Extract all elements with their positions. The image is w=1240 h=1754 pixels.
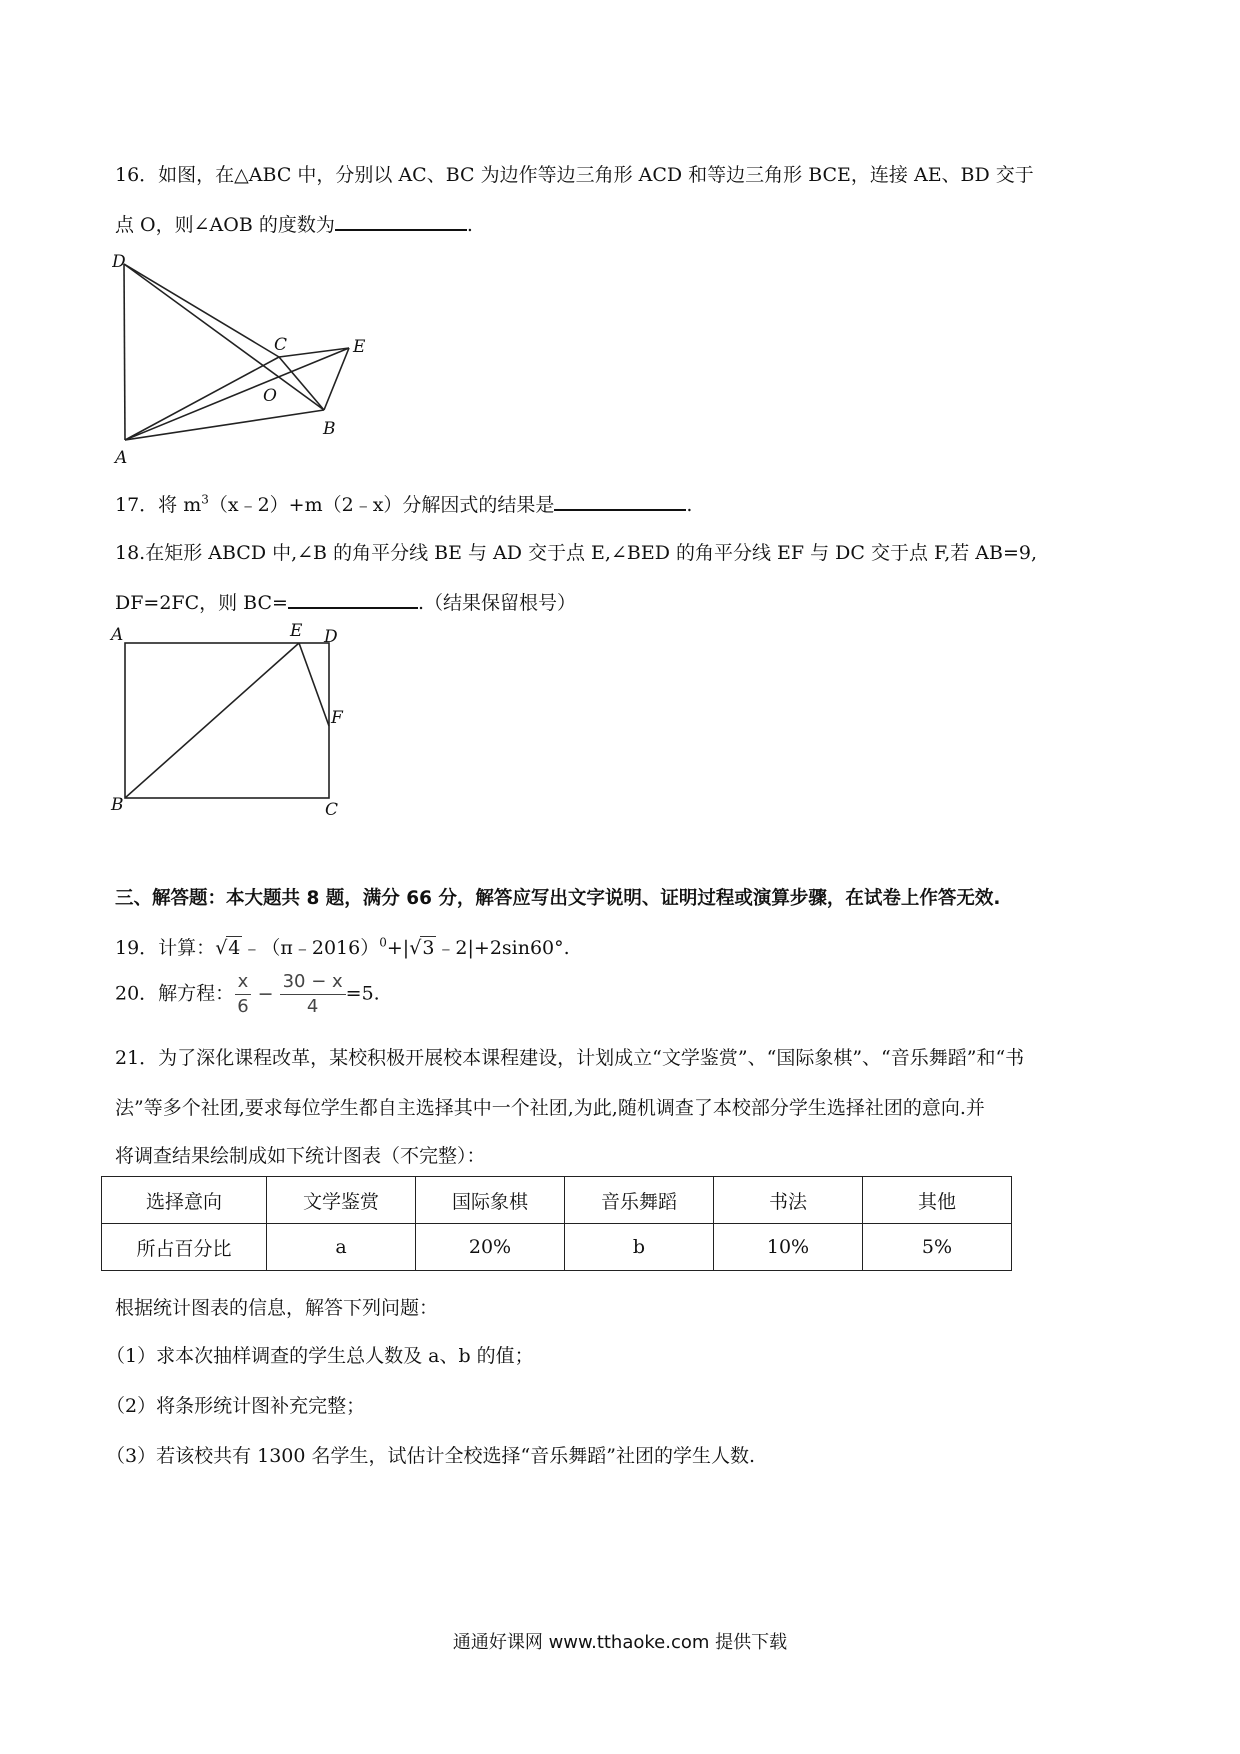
q21-sub2: （2）将条形统计图补充完整； — [106, 1395, 366, 1417]
q20-fraction-1-numerator: x — [235, 970, 252, 995]
q20-fraction-1-denominator: 6 — [237, 996, 249, 1017]
q21-sub3: （3）若该校共有 1300 名学生，试估计全校选择“音乐舞蹈”社团的学生人数. — [106, 1445, 755, 1467]
table-cell: 其他 — [863, 1177, 1012, 1224]
q19-line — [115, 933, 570, 960]
q18-answer-blank — [288, 606, 418, 609]
q20-fraction-2-numerator: 30 − x — [280, 970, 346, 995]
q18-line2 — [115, 588, 576, 615]
q19-exponent: 0 — [379, 935, 387, 950]
table-row — [102, 1177, 1012, 1224]
q19-part4: ﹣2|+2sin60°. — [436, 937, 570, 959]
q21-line3: 将调查结果绘制成如下统计图表（不完整）： — [115, 1145, 486, 1167]
radical-sign-icon: √ — [409, 937, 422, 959]
q19-radicand-2: 3 — [422, 937, 435, 959]
q16-line2-suffix: . — [466, 214, 473, 236]
table-cell: 音乐舞蹈 — [565, 1177, 714, 1224]
q17-line — [115, 490, 692, 517]
q20-fraction-2 — [280, 970, 346, 1019]
q16-triangle-figure — [112, 252, 382, 467]
q18-label-a: A — [111, 625, 124, 645]
table-cell: 5% — [863, 1224, 1012, 1271]
q18-rectangle-figure — [108, 622, 358, 822]
q17-middle: （x﹣2）+m（2﹣x）分解因式的结果是 — [208, 494, 555, 516]
table-cell: 选择意向 — [102, 1177, 267, 1224]
table-cell: 国际象棋 — [416, 1177, 565, 1224]
q18-label-f: F — [331, 708, 343, 728]
q16-label-a: A — [115, 448, 128, 467]
table-cell: b — [565, 1224, 714, 1271]
q18-label-e: E — [290, 622, 303, 641]
q19-prefix: 19．计算： — [115, 937, 216, 959]
table-cell: a — [267, 1224, 416, 1271]
q20-line — [115, 970, 380, 1019]
table-row — [102, 1224, 1012, 1271]
q18-label-b: B — [111, 795, 124, 815]
q16-line1: 16．如图，在△ABC 中，分别以 AC、BC 为边作等边三角形 ACD 和等边三角形 BCE，连接 AE、BD 交于 — [115, 164, 1034, 186]
q19-part3: +| — [386, 937, 410, 959]
q21-line1: 21．为了深化课程改革，某校积极开展校本课程建设，计划成立“文学鉴赏”、“国际象棋”、“音乐舞蹈”和“书 — [115, 1047, 1025, 1069]
q16-label-o: O — [263, 386, 277, 406]
q18-line1: 18.在矩形 ABCD 中,∠B 的角平分线 BE 与 AD 交于点 E,∠BED 的角平分线 EF 与 DC 交于点 F,若 AB=9, — [115, 542, 1038, 564]
q16-label-e: E — [353, 337, 366, 357]
table-cell: 文学鉴赏 — [267, 1177, 416, 1224]
table-cell: 20% — [416, 1224, 565, 1271]
q16-line2 — [115, 210, 473, 237]
q19-sqrt4 — [215, 937, 242, 959]
q18-line2-suffix: .（结果保留根号） — [417, 592, 577, 614]
q20-minus: − — [257, 982, 274, 1005]
q16-label-d: D — [112, 252, 126, 272]
q16-answer-blank — [335, 228, 467, 231]
q17-suffix: . — [686, 494, 693, 516]
q20-fraction-1 — [234, 970, 251, 1019]
q18-line2-prefix: DF=2FC，则 BC= — [115, 592, 288, 614]
q21-after-text: 根据统计图表的信息，解答下列问题： — [115, 1297, 439, 1319]
radical-sign-icon: √ — [215, 937, 228, 959]
q21-sub1: （1）求本次抽样调查的学生总人数及 a、b 的值； — [106, 1345, 534, 1367]
q19-part2: ﹣（π﹣2016） — [242, 937, 380, 959]
q16-label-b: B — [323, 419, 336, 439]
q17-exponent: 3 — [201, 492, 209, 507]
table-cell: 所占百分比 — [102, 1224, 267, 1271]
footer-credit: 通通好课网 www.tthaoke.com 提供下载 — [452, 1632, 788, 1653]
q20-suffix: =5. — [345, 982, 380, 1005]
q21-line2: 法”等多个社团,要求每位学生都自主选择其中一个社团,为此,随机调查了本校部分学生选择社团的意向.并 — [115, 1097, 985, 1119]
q17-answer-blank — [554, 508, 686, 511]
q16-line2-prefix: 点 O，则∠AOB 的度数为 — [115, 214, 335, 236]
q18-label-d: D — [324, 627, 338, 647]
q19-radicand-1: 4 — [228, 937, 241, 959]
table-cell: 书法 — [714, 1177, 863, 1224]
q20-fraction-2-denominator: 4 — [306, 996, 319, 1017]
q20-prefix: 20．解方程： — [115, 982, 235, 1005]
q18-label-c: C — [325, 800, 339, 820]
table-cell: 10% — [714, 1224, 863, 1271]
section3-heading: 三、解答题：本大题共 8 题，满分 66 分，解答应写出文字说明、证明过程或演算步骤，在试卷上作答无效. — [115, 888, 1001, 909]
q19-sqrt3 — [409, 937, 436, 959]
q17-prefix: 17．将 m — [115, 494, 202, 516]
q21-survey-table — [101, 1176, 1012, 1271]
q16-label-c: C — [274, 335, 288, 355]
